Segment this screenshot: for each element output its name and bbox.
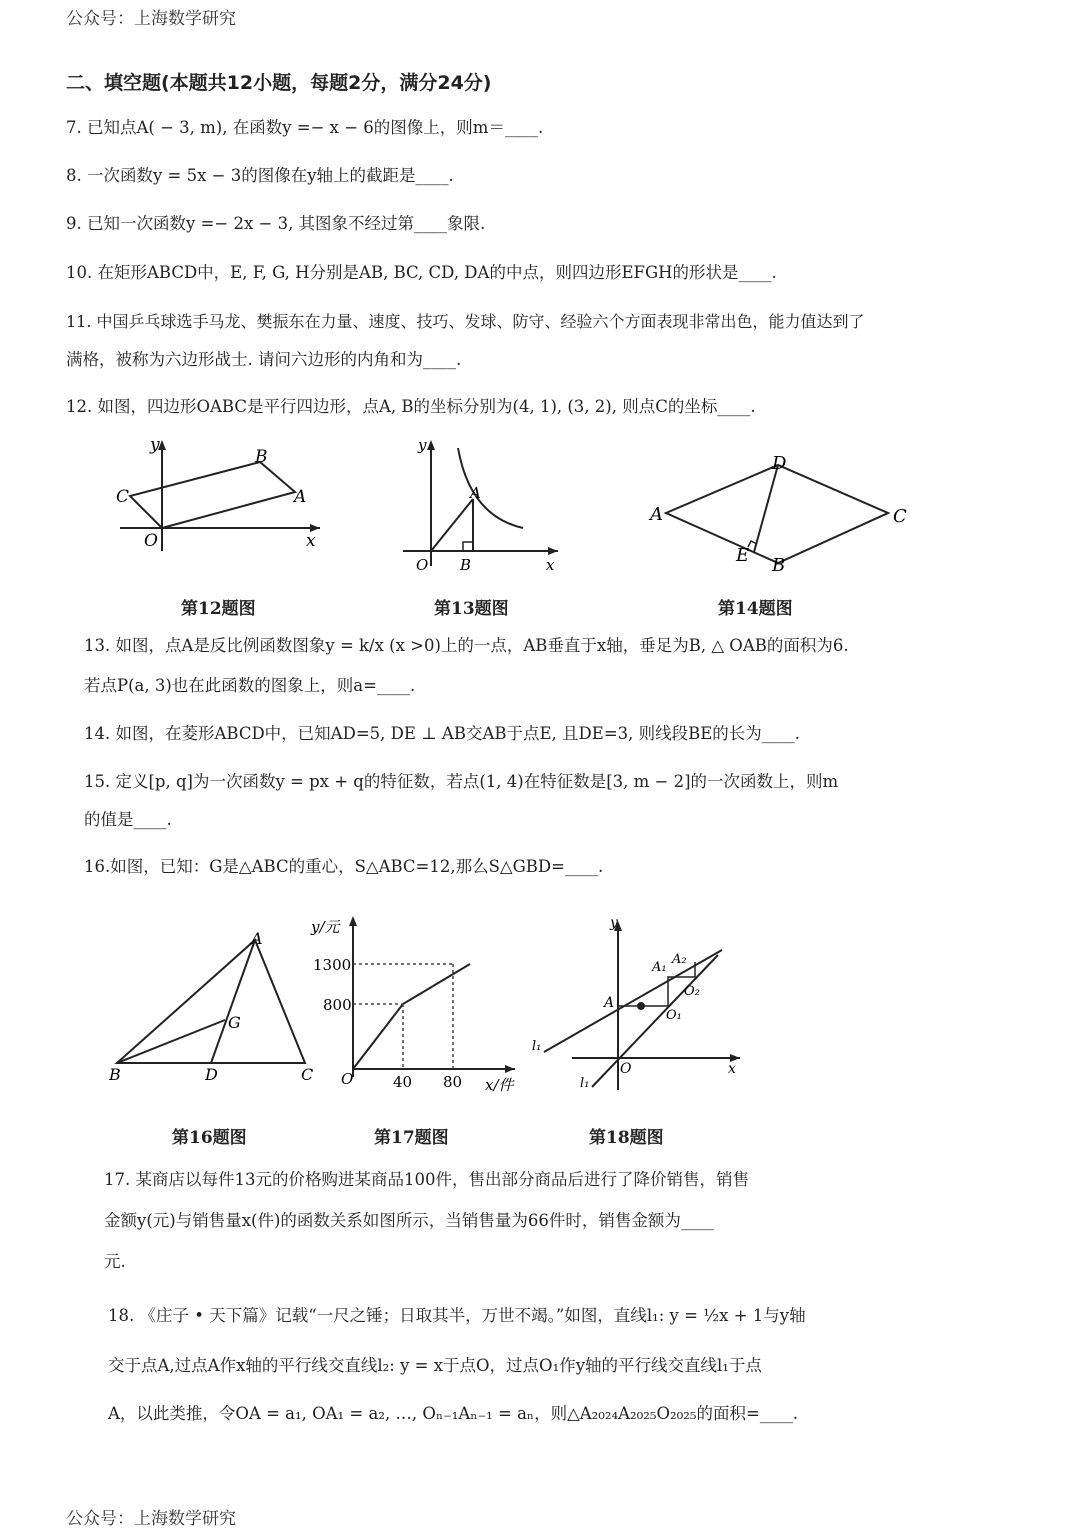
f14-B-label: B bbox=[772, 555, 786, 575]
f17-40-label: 40 bbox=[393, 1073, 413, 1091]
caption-fig13: 第13题图 bbox=[434, 599, 509, 619]
f16-G-label: G bbox=[228, 1013, 241, 1032]
question-18-line3: A，以此类推，令OA = a₁, OA₁ = a₂, …, Oₙ₋₁Aₙ₋₁ = aₙ，则△A₂₀₂₄A₂₀₂₅O₂₀₂₅的面积=____. bbox=[108, 1404, 799, 1423]
watermark-top: 公众号：上海数学研究 bbox=[66, 9, 236, 29]
watermark-bottom: 公众号：上海数学研究 bbox=[66, 1509, 236, 1529]
question-14: 14. 如图，在菱形ABCD中，已知AD=5, DE ⊥ AB交AB于点E, 且DE=3, 则线段BE的长为____. bbox=[84, 724, 801, 743]
figure-16 bbox=[105, 928, 320, 1088]
caption-fig17: 第17题图 bbox=[374, 1128, 449, 1148]
question-18-line1: 18. 《庄子 • 天下篇》记载“一尺之锤；日取其半，万世不竭。”如图，直线l₁: y = ½x + 1与y轴 bbox=[108, 1306, 806, 1325]
f14-C-label: C bbox=[893, 506, 907, 527]
f16-B-label: B bbox=[109, 1065, 121, 1084]
question-7: 7. 已知点A( − 3, m), 在函数y =− x − 6的图像上，则m＝____. bbox=[66, 118, 544, 137]
f14-A-label: A bbox=[650, 504, 663, 525]
f18-A-label: A bbox=[604, 995, 615, 1011]
caption-fig16: 第16题图 bbox=[172, 1128, 247, 1148]
question-13-line1: 13. 如图，点A是反比例函数图象y = k/x (x >0)上的一点，AB垂直于x轴，垂足为B, △ OAB的面积为6. bbox=[84, 636, 849, 655]
f13-x-label: x bbox=[546, 556, 555, 574]
f17-80-label: 80 bbox=[443, 1073, 463, 1091]
f18-y-label: y bbox=[610, 915, 618, 931]
figure-18 bbox=[522, 915, 747, 1095]
f13-O-label: O bbox=[416, 556, 429, 574]
f12-B-label: B bbox=[255, 447, 268, 467]
question-18-line2: 交于点A,过点A作x轴的平行线交直线l₂: y = x于点O，过点O₁作y轴的平行线交直线l₁于点 bbox=[108, 1356, 762, 1375]
figure-14 bbox=[648, 450, 910, 575]
f13-y-label: y bbox=[418, 436, 427, 454]
f16-A-label: A bbox=[251, 929, 263, 948]
question-10: 10. 在矩形ABCD中，E, F, G, H分别是AB, BC, CD, DA的中点，则四边形EFGH的形状是____. bbox=[66, 263, 777, 282]
f12-x-label: x bbox=[306, 531, 316, 551]
question-8: 8. 一次函数y = 5x − 3的图像在y轴上的截距是____. bbox=[66, 166, 454, 185]
caption-fig14: 第14题图 bbox=[718, 599, 793, 619]
question-12: 12. 如图，四边形OABC是平行四边形，点A, B的坐标分别为(4, 1), (3, 2), 则点C的坐标____. bbox=[66, 397, 756, 416]
question-9: 9. 已知一次函数y =− 2x − 3, 其图象不经过第____象限. bbox=[66, 214, 486, 233]
section-title: 二、填空题(本题共12小题，每题2分，满分24分) bbox=[66, 72, 492, 94]
question-17-line2: 金额y(元)与销售量x(件)的函数关系如图所示，当销售量为66件时，销售金额为____ bbox=[104, 1211, 714, 1230]
caption-fig18: 第18题图 bbox=[589, 1128, 664, 1148]
f12-y-label: y bbox=[150, 436, 160, 455]
question-13-line2: 若点P(a, 3)也在此函数的图象上，则a=____. bbox=[84, 676, 416, 695]
f18-l2-label: l₁ bbox=[580, 1076, 590, 1091]
f17-ylabel: y/元 bbox=[311, 918, 340, 936]
f18-O1-label: O₁ bbox=[666, 1008, 682, 1023]
question-15-line1: 15. 定义[p, q]为一次函数y = px + q的特征数，若点(1, 4)在特征数是[3, m − 2]的一次函数上，则m bbox=[84, 772, 839, 791]
f17-800-label: 800 bbox=[323, 996, 352, 1014]
question-11-line2: 满格，被称为六边形战士. 请问六边形的内角和为____. bbox=[66, 350, 462, 369]
f14-E-label: E bbox=[736, 545, 750, 566]
figure-13 bbox=[398, 436, 563, 576]
figure-17 bbox=[305, 912, 525, 1097]
question-17-line1: 17. 某商店以每件13元的价格购进某商品100件，售出部分商品后进行了降价销售，销售 bbox=[104, 1170, 749, 1189]
f17-1300-label: 1300 bbox=[313, 956, 352, 974]
figure-12 bbox=[110, 436, 325, 556]
f13-B-label: B bbox=[460, 556, 472, 574]
f16-C-label: C bbox=[301, 1065, 314, 1084]
question-17-line3: 元. bbox=[104, 1252, 126, 1271]
f12-C-label: C bbox=[116, 487, 130, 507]
question-11-line1: 11. 中国乒乓球选手马龙、樊振东在力量、速度、技巧、发球、防守、经验六个方面表现非常出色，能力值达到了 bbox=[66, 312, 865, 331]
f12-A-label: A bbox=[294, 487, 307, 507]
f18-A1-label: A₁ bbox=[652, 960, 667, 975]
question-15-line2: 的值是____. bbox=[84, 810, 172, 829]
f13-A-label: A bbox=[470, 484, 481, 502]
question-16: 16.如图，已知：G是△ABC的重心，S△ABC=12,那么S△GBD=____. bbox=[84, 857, 604, 876]
f17-xlabel: x/件 bbox=[485, 1076, 514, 1094]
f14-D-label: D bbox=[772, 453, 787, 474]
f18-l1-label: l₁ bbox=[532, 1039, 542, 1054]
f18-A2-label: A₂ bbox=[672, 952, 687, 967]
caption-fig12: 第12题图 bbox=[181, 599, 256, 619]
f16-D-label: D bbox=[205, 1065, 218, 1084]
f18-O2-label: O₂ bbox=[684, 984, 700, 999]
f18-x-label: x bbox=[728, 1061, 736, 1077]
f18-O-label: O bbox=[620, 1061, 632, 1077]
f17-O-label: O bbox=[341, 1070, 354, 1088]
f12-O-label: O bbox=[144, 531, 158, 551]
